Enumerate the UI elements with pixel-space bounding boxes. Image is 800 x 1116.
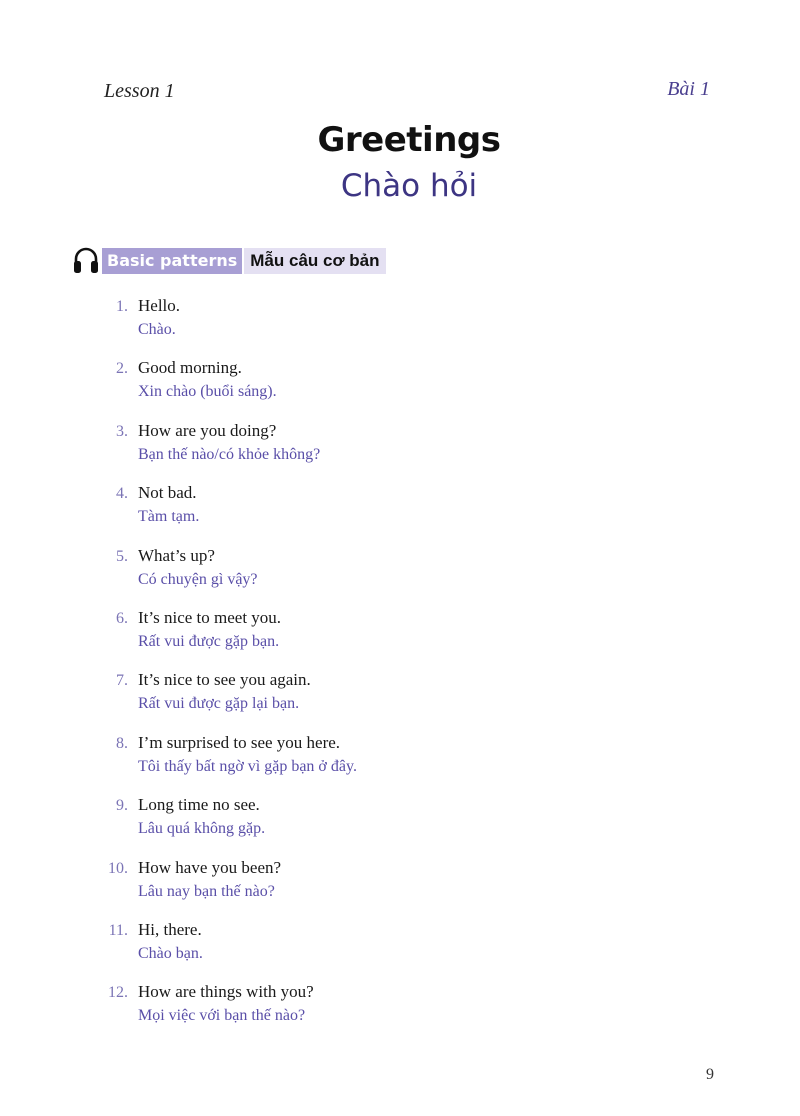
item-number: 10. bbox=[108, 859, 128, 877]
item-english: How have you been? bbox=[138, 857, 282, 877]
item-number: 9. bbox=[116, 797, 128, 815]
list-item bbox=[100, 920, 660, 982]
section-label-english: Basic patterns bbox=[102, 248, 242, 274]
item-english: I’m surprised to see you here. bbox=[138, 732, 341, 752]
list-item bbox=[100, 982, 660, 1044]
item-vietnamese: Tàm tạm. bbox=[138, 508, 200, 526]
item-number: 3. bbox=[116, 422, 128, 440]
item-vietnamese: Có chuyện gì vậy? bbox=[138, 570, 258, 588]
item-vietnamese: Rất vui được gặp bạn. bbox=[138, 632, 280, 650]
lesson-label: Lesson 1 bbox=[104, 80, 175, 102]
item-vietnamese: Rất vui được gặp lại bạn. bbox=[138, 695, 300, 713]
item-vietnamese: Xin chào (buổi sáng). bbox=[138, 383, 277, 401]
item-english: How are things with you? bbox=[138, 982, 314, 1002]
item-number: 6. bbox=[116, 609, 128, 627]
item-vietnamese: Mọi việc với bạn thế nào? bbox=[138, 1007, 306, 1025]
list-item bbox=[100, 483, 660, 545]
item-number: 2. bbox=[116, 360, 128, 378]
item-number: 11. bbox=[108, 921, 128, 939]
item-english: Hello. bbox=[138, 296, 181, 315]
item-vietnamese: Bạn thế nào/có khỏe không? bbox=[138, 445, 321, 463]
list-item bbox=[100, 296, 660, 358]
item-number: 5. bbox=[116, 547, 128, 565]
item-english: Hi, there. bbox=[138, 919, 202, 939]
item-english: Good morning. bbox=[138, 358, 242, 378]
item-english: Not bad. bbox=[138, 483, 197, 503]
item-vietnamese: Chào bạn. bbox=[138, 944, 203, 962]
item-vietnamese: Tôi thấy bất ngờ vì gặp bạn ở đây. bbox=[138, 757, 357, 775]
item-english: How are you doing? bbox=[138, 420, 277, 440]
item-number: 8. bbox=[116, 734, 128, 752]
list-item bbox=[100, 670, 660, 732]
list-item bbox=[100, 608, 660, 670]
page-subtitle: Chào hỏi bbox=[340, 168, 478, 204]
item-vietnamese: Chào. bbox=[138, 321, 176, 338]
item-english: It’s nice to see you again. bbox=[138, 670, 311, 690]
page-number: 9 bbox=[706, 1066, 714, 1083]
page-title: Greetings bbox=[317, 120, 501, 160]
lesson-label-vietnamese: Bài 1 bbox=[667, 78, 710, 100]
item-vietnamese: Lâu nay bạn thế nào? bbox=[138, 882, 275, 900]
list-item bbox=[100, 733, 660, 795]
list-item bbox=[100, 421, 660, 483]
list-item bbox=[100, 546, 660, 608]
item-number: 7. bbox=[116, 672, 128, 690]
item-english: It’s nice to meet you. bbox=[138, 607, 282, 627]
item-number: 4. bbox=[116, 485, 128, 503]
headphones-icon[interactable] bbox=[72, 246, 100, 276]
list-item bbox=[100, 358, 660, 420]
item-number: 12. bbox=[108, 984, 128, 1002]
item-vietnamese: Lâu quá không gặp. bbox=[138, 820, 266, 838]
item-english: What’s up? bbox=[138, 545, 215, 565]
pattern-list bbox=[100, 296, 660, 1045]
item-english: Long time no see. bbox=[138, 795, 260, 815]
item-number: 1. bbox=[116, 298, 128, 315]
list-item bbox=[100, 858, 660, 920]
section-header bbox=[72, 246, 386, 276]
section-label-vietnamese: Mẫu câu cơ bản bbox=[244, 248, 385, 274]
list-item bbox=[100, 795, 660, 857]
